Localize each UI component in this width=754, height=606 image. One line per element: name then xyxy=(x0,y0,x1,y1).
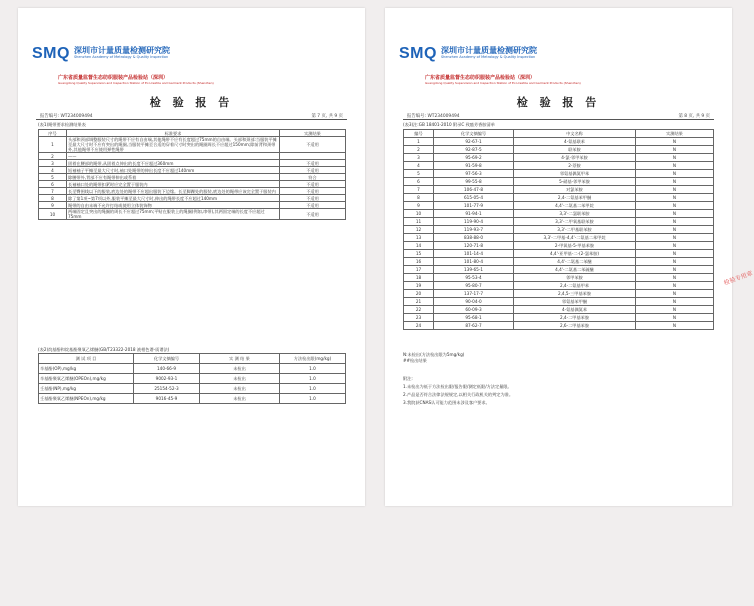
header-cell: 中文名称 xyxy=(514,130,636,138)
table-cell: N xyxy=(636,178,714,186)
table-cell: N xyxy=(636,210,714,218)
table-cell: 不适用 xyxy=(280,167,346,174)
table-cell: 10 xyxy=(39,209,67,220)
table-row xyxy=(404,250,714,258)
table-cell: 9 xyxy=(404,202,434,210)
table-cell: 87-62-7 xyxy=(434,322,514,330)
table-cell: 不适用 xyxy=(280,160,346,167)
report-number: 报告编号: WT234009494 xyxy=(40,114,93,119)
table-row xyxy=(404,266,714,274)
table-cell: 6 xyxy=(404,178,434,186)
table-cell: 5 xyxy=(404,170,434,178)
table-row xyxy=(404,138,714,146)
table1-caption: (表1)绳带要求检测结果表 xyxy=(38,122,86,127)
table-row xyxy=(404,234,714,242)
table-row xyxy=(39,181,346,188)
table-note-2: ##检出结果 xyxy=(403,358,427,363)
table-cell: 1 xyxy=(39,137,67,153)
table-row xyxy=(404,178,714,186)
table-cell: 2 xyxy=(404,146,434,154)
table-cell: 25154-52-3 xyxy=(134,384,200,394)
table-cell: 3 xyxy=(39,160,67,167)
station-name-cn: 广东省质量监督生态纺织服装产品检验站（深圳） xyxy=(425,75,536,81)
table-row xyxy=(404,322,714,330)
table-cell: 邻氨基苯甲醚 xyxy=(514,298,636,306)
table-cell: 90-04-0 xyxy=(434,298,514,306)
table-cell: 4-氯-邻甲苯胺 xyxy=(514,154,636,162)
table-cell: 140-66-9 xyxy=(134,364,200,374)
table-cell: 辛基酚(OP),mg/kg xyxy=(39,364,134,374)
table-cell: 固着在腰部的绳带,从固着点伸出的长度不应超过360mm xyxy=(67,160,280,167)
table-cell: 139-65-1 xyxy=(434,266,514,274)
table-cell: 615-05-4 xyxy=(434,194,514,202)
report-number: 报告编号: WT234009494 xyxy=(407,114,460,119)
table-cell: 119-93-7 xyxy=(434,226,514,234)
table-cell: 23 xyxy=(404,314,434,322)
table-cell: 95-80-7 xyxy=(434,282,514,290)
org-name-en: Shenzhen Academy of Metrology & Quality Inspection xyxy=(73,55,169,59)
table-row xyxy=(404,194,714,202)
table-cell: 除了第1项~第7项以外,服装平摊至最大尺寸时,伸出的绳带长度不应超过140mm xyxy=(67,195,280,202)
table-cell: 91-59-8 xyxy=(434,162,514,170)
table-cell: 17 xyxy=(404,266,434,274)
header-rule xyxy=(36,119,347,120)
table-cell: 2,4-二甲基苯胺 xyxy=(514,314,636,322)
table-cell: 不适用 xyxy=(280,137,346,153)
remark-2: 2.产品是否符合法律法规规定,以相关行政机关的判定为准。 xyxy=(403,392,514,397)
table-cell: N xyxy=(636,202,714,210)
table-row xyxy=(39,384,346,394)
table3-caption: (表3)注:GB 18401-2010 附录C 致癌芳香胺清单 xyxy=(403,122,495,127)
table-cell: 1.0 xyxy=(280,394,346,404)
table-cell: 99-55-8 xyxy=(434,178,514,186)
table-cell: 邻甲苯胺 xyxy=(514,274,636,282)
header-cell: 序号 xyxy=(39,130,67,137)
table-row xyxy=(404,154,714,162)
table-cell: 绳带的自由末端不允许打结或使用立体装饰物 xyxy=(67,202,280,209)
table-cell: N xyxy=(636,194,714,202)
seal-stamp: 检验专用章 xyxy=(723,270,754,287)
table-cell: 不适用 xyxy=(280,181,346,188)
table-cell: 长袖袖口处的绳带扣紧时应完全置于服装内 xyxy=(67,181,280,188)
table-cell: 14 xyxy=(404,242,434,250)
remark-3: 3.我院获CNAS认可能力范围未涉及客户要求。 xyxy=(403,400,490,405)
aromatic-amines-table xyxy=(403,129,714,330)
table-cell: 4 xyxy=(404,162,434,170)
table-cell: N xyxy=(636,298,714,306)
table-row xyxy=(404,258,714,266)
header-cell: 实测结果 xyxy=(280,130,346,137)
table-cell: 1 xyxy=(404,138,434,146)
table-cell: 6 xyxy=(39,181,67,188)
smq-logo xyxy=(32,46,170,76)
table-cell: 不适用 xyxy=(280,188,346,195)
table-cell: 119-90-4 xyxy=(434,218,514,226)
table-row xyxy=(404,242,714,250)
table-cell: 10 xyxy=(404,210,434,218)
table-cell: 8 xyxy=(39,195,67,202)
table-cell: 101-80-4 xyxy=(434,258,514,266)
table-cell: 9 xyxy=(39,202,67,209)
table-cell: 4,4'-亚甲基-二-(2-氯苯胺) xyxy=(514,250,636,258)
table-cell: 壬基酚(NP),mg/kg xyxy=(39,384,134,394)
table-cell: N xyxy=(636,138,714,146)
table-cell: N xyxy=(636,218,714,226)
table-row xyxy=(404,146,714,154)
table-cell: N xyxy=(636,186,714,194)
table-cell: 60-09-3 xyxy=(434,306,514,314)
table-cell: 95-68-1 xyxy=(434,314,514,322)
table-cell: 9016-45-9 xyxy=(134,394,200,404)
table-row xyxy=(404,306,714,314)
table-row xyxy=(404,314,714,322)
table1-header-row xyxy=(39,130,346,137)
table-cell: 4-氨基联苯 xyxy=(514,138,636,146)
remarks-title: 附注: xyxy=(403,376,413,381)
station-name-cn: 广东省质量监督生态纺织服装产品检验站（深圳） xyxy=(58,75,169,81)
table-cell: 22 xyxy=(404,306,434,314)
table-cell: 长至臀围线以下的服装,底边处的绳带不应超出服装下边缘。长至脚踝处的服装,底边处的绳带应该完全置于服装内 xyxy=(67,188,280,195)
table-cell: 13 xyxy=(404,234,434,242)
table-cell: 两端固定且突出的绳圈的周长不应超过75mm;平贴在服装上的绳圈(例如,串带),其两固定端的长度不应超过75mm xyxy=(67,209,280,220)
table-cell: 2,4-二氨基甲苯 xyxy=(514,282,636,290)
table-cell: 18 xyxy=(404,274,434,282)
table-cell: 2-甲氧基-5-甲基苯胺 xyxy=(514,242,636,250)
table-cell: 7 xyxy=(404,186,434,194)
table-cell: 2,6-二甲基苯胺 xyxy=(514,322,636,330)
table-cell: N xyxy=(636,242,714,250)
table3-header-row xyxy=(404,130,714,138)
table-cell: 5 xyxy=(39,174,67,181)
table-cell: 2 xyxy=(39,153,67,160)
table-cell: 对氯苯胺 xyxy=(514,186,636,194)
table-cell: 101-77-9 xyxy=(434,202,514,210)
table-cell: 95-69-2 xyxy=(434,154,514,162)
header-cell: 编号 xyxy=(404,130,434,138)
table-cell: 辛基酚聚氧乙烯醚(OPEOn),mg/kg xyxy=(39,374,134,384)
header-cell: 方法检出限(mg/kg) xyxy=(280,354,346,364)
table-cell: 1.0 xyxy=(280,374,346,384)
table-cell: N xyxy=(636,250,714,258)
table-cell: N xyxy=(636,226,714,234)
table-cell: 未检出 xyxy=(200,374,280,384)
table-cell: 91-94-1 xyxy=(434,210,514,218)
table-cell: 21 xyxy=(404,298,434,306)
table2-caption: (表2)烷基酚和烷基酚聚氧乙烯醚(GB/T23322-2018 液相色谱-质谱法) xyxy=(38,347,170,352)
table-row xyxy=(39,364,346,374)
table-cell: 7 xyxy=(39,188,67,195)
table-cell: 120-71-8 xyxy=(434,242,514,250)
table-cell: N xyxy=(636,282,714,290)
table-cell: 24 xyxy=(404,322,434,330)
table-cell: —— xyxy=(67,153,280,160)
page-number: 第 8 页, 共 9 页 xyxy=(678,114,710,119)
header-rule xyxy=(403,119,714,120)
table-cell: N xyxy=(636,162,714,170)
table-cell: N xyxy=(636,290,714,298)
table-cell: 4,4'-二氨基二苯硫醚 xyxy=(514,266,636,274)
table-cell: 4 xyxy=(39,167,67,174)
table-cell: 联苯胺 xyxy=(514,146,636,154)
table-cell: 短袖袖子平摊至最大尺寸时,袖口处绳带的伸出长度不应超过140mm xyxy=(67,167,280,174)
table-row xyxy=(404,298,714,306)
table-cell: 20 xyxy=(404,290,434,298)
table-cell: N xyxy=(636,322,714,330)
org-name-cn: 深圳市计量质量检测研究院 xyxy=(73,46,170,55)
table-cell: 92-87-5 xyxy=(434,146,514,154)
table-cell: 3,3'-二甲氧基联苯胺 xyxy=(514,218,636,226)
table-cell: 4,4'-二氨基二苯甲烷 xyxy=(514,202,636,210)
table-row xyxy=(39,374,346,384)
table-row xyxy=(404,226,714,234)
table-row xyxy=(39,188,346,195)
header-cell: 实测结果 xyxy=(636,130,714,138)
table-row xyxy=(39,137,346,153)
table-cell: 2,4,5-三甲基苯胺 xyxy=(514,290,636,298)
table-cell: 邻氨基偶氮甲苯 xyxy=(514,170,636,178)
table-cell: N xyxy=(636,234,714,242)
table-row xyxy=(39,160,346,167)
table-cell: 不适用 xyxy=(280,209,346,220)
header-cell: 标准要求 xyxy=(67,130,280,137)
table2-header-row xyxy=(39,354,346,364)
table-row xyxy=(39,153,346,160)
header-cell: 化学文摘编号 xyxy=(134,354,200,364)
smq-logo-mark: SMQ xyxy=(399,45,437,62)
table-cell: N xyxy=(636,306,714,314)
table-cell: 2,4-二氨基苯甲醚 xyxy=(514,194,636,202)
table-cell: N xyxy=(636,170,714,178)
table-cell: 3,3'-二甲基联苯胺 xyxy=(514,226,636,234)
table-cell: 符合 xyxy=(280,174,346,181)
table-cell: 除腰带外,背部不应有绳带伸出或系着 xyxy=(67,174,280,181)
org-name-cn: 深圳市计量质量检测研究院 xyxy=(440,46,537,55)
table-cell: 12 xyxy=(404,226,434,234)
cord-requirements-table xyxy=(38,129,346,220)
table-cell: 4-氨基偶氮苯 xyxy=(514,306,636,314)
table-cell: 1.0 xyxy=(280,384,346,394)
table-cell xyxy=(280,153,346,160)
report-page-8 xyxy=(385,8,754,506)
station-name-en: Guangdong Quality Supervision and Inspection Station of Eco-textile and Garment Products (Shenzhen) xyxy=(425,81,581,85)
table-cell: 19 xyxy=(404,282,434,290)
table-row xyxy=(404,218,714,226)
table-cell: 16 xyxy=(404,258,434,266)
station-name-en: Guangdong Quality Supervision and Inspection Station of Eco-textile and Garment Products (Shenzhen) xyxy=(58,81,214,85)
table-cell: 97-56-3 xyxy=(434,170,514,178)
table-cell: N xyxy=(636,274,714,282)
table-cell: 4,4'-二氨基二苯醚 xyxy=(514,258,636,266)
report-title: 检 验 报 告 xyxy=(149,96,234,109)
table-row xyxy=(39,174,346,181)
table-cell: 8 xyxy=(404,194,434,202)
table-cell: N xyxy=(636,154,714,162)
table-row xyxy=(39,209,346,220)
table-row xyxy=(39,195,346,202)
table-cell: 5-硝基-邻甲苯胺 xyxy=(514,178,636,186)
header-cell: 实 测 结 果 xyxy=(200,354,280,364)
remark-1: 1.未检出为低于方法检出限/报告限/测定低限/方法定量限。 xyxy=(403,384,512,389)
table-cell: 9002-93-1 xyxy=(134,374,200,384)
table-cell: 不适用 xyxy=(280,195,346,202)
table-cell: 2-萘胺 xyxy=(514,162,636,170)
header-cell: 化学文摘编号 xyxy=(434,130,514,138)
table-cell: 未检出 xyxy=(200,394,280,404)
table-row xyxy=(39,202,346,209)
table-row xyxy=(404,274,714,282)
table-row xyxy=(39,394,346,404)
table-row xyxy=(404,290,714,298)
table-cell: 3,3'-二甲基-4,4'-二氨基二苯甲烷 xyxy=(514,234,636,242)
header-cell: 测 试 项 目 xyxy=(39,354,134,364)
table-cell: 不适用 xyxy=(280,202,346,209)
table-row xyxy=(404,162,714,170)
table-row xyxy=(404,282,714,290)
table-row xyxy=(404,170,714,178)
table-row xyxy=(404,186,714,194)
table-row xyxy=(404,210,714,218)
table-cell: 106-47-8 xyxy=(434,186,514,194)
table-cell: 头部和颈部调整服装尺寸的绳带不应有自由端,其他绳带不应有长度超过75mm的自由端。头部和颈部:当服装平摊至最大尺寸时不应有突出的绳圈,当服装平摊至合适的穿着尺寸时突出的绳圈周长不应超过150mm;除前背和颈带外,其他绳带不应使用弹性绳带 xyxy=(67,137,280,153)
table-cell: N xyxy=(636,146,714,154)
table-cell: 101-14-4 xyxy=(434,250,514,258)
org-name-en: Shenzhen Academy of Metrology & Quality Inspection xyxy=(440,55,536,59)
table-cell: 3 xyxy=(404,154,434,162)
table-cell: 11 xyxy=(404,218,434,226)
table-cell: 838-88-0 xyxy=(434,234,514,242)
alkylphenol-table xyxy=(38,353,346,404)
page-number: 第 7 页, 共 9 页 xyxy=(311,114,343,119)
table-cell: 92-67-1 xyxy=(434,138,514,146)
table-cell: N xyxy=(636,258,714,266)
table-cell: N xyxy=(636,314,714,322)
report-title: 检 验 报 告 xyxy=(516,96,601,109)
table-cell: 3,3'-二氯联苯胺 xyxy=(514,210,636,218)
table-row xyxy=(404,202,714,210)
smq-logo-mark: SMQ xyxy=(32,45,70,62)
table-cell: 15 xyxy=(404,250,434,258)
table-cell: 1.0 xyxy=(280,364,346,374)
table-note-1: N:未检出(方法检出限为5mg/kg) xyxy=(403,352,465,357)
table-cell: 未检出 xyxy=(200,364,280,374)
table-cell: 95-53-4 xyxy=(434,274,514,282)
table-cell: N xyxy=(636,266,714,274)
report-page-7 xyxy=(18,8,365,506)
table-cell: 137-17-7 xyxy=(434,290,514,298)
table-row xyxy=(39,167,346,174)
table-cell: 未检出 xyxy=(200,384,280,394)
smq-logo xyxy=(399,46,537,76)
table-cell: 壬基酚聚氧乙烯醚(NPEOn),mg/kg xyxy=(39,394,134,404)
